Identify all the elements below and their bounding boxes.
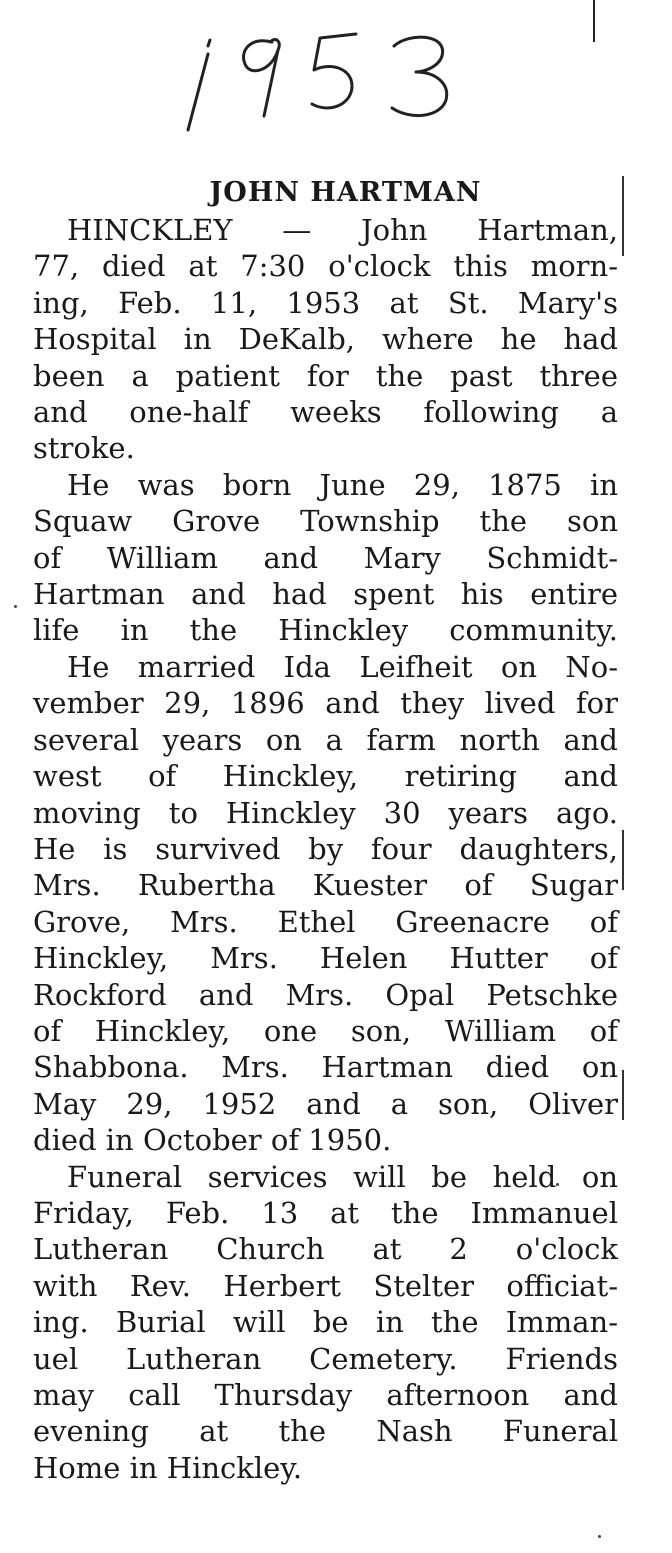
text-line: Lutheran Church at 2 o'clock [33,1232,618,1267]
article-paragraph [33,1159,618,1487]
text-line: life in the Hinckley community. [33,613,618,648]
text-line: May 29, 1952 and a son, Oliver [33,1086,618,1121]
text-line: He is survived by four daughters, [33,831,618,866]
text-line: Mrs. Rubertha Kuester of Sugar [33,868,618,903]
print-speck [14,605,17,608]
print-speck [598,1535,601,1538]
text-line: been a patient for the past three [33,358,618,393]
article-paragraph [33,467,618,649]
article-headline: JOHN HARTMAN [209,177,482,208]
text-line: Shabbona. Mrs. Hartman died on [33,1050,618,1085]
text-line: Squaw Grove Township the son [33,504,618,539]
text-line: ing, Feb. 11, 1953 at St. Mary's [33,285,618,320]
handwritten-year-drawing [180,12,480,142]
text-line: moving to Hinckley 30 years ago. [33,795,618,830]
text-line: stroke. [33,431,135,466]
text-line: vember 29, 1896 and they lived for [33,686,618,721]
text-line: He married Ida Leifheit on No- [67,649,618,684]
text-line: Friday, Feb. 13 at the Immanuel [33,1195,618,1230]
text-line: Grove, Mrs. Ethel Greenacre of [33,904,618,939]
text-line: of Hinckley, one son, William of [33,1013,618,1048]
text-line: with Rev. Herbert Stelter officiat- [33,1268,618,1303]
column-rule [622,830,624,890]
text-line: Home in Hinckley. [33,1450,303,1485]
text-line: several years on a farm north and [33,722,618,757]
text-line: uel Lutheran Cemetery. Friends [33,1341,618,1376]
handwritten-year-annotation [180,12,480,142]
column-rule [622,176,624,256]
text-line: 77, died at 7:30 o'clock this morn- [33,249,618,284]
article-paragraph [33,649,618,1159]
text-line: Hartman and had spent his entire [33,577,618,612]
text-line: Hospital in DeKalb, where he had [33,322,618,357]
text-line: west of Hinckley, retiring and [33,759,618,794]
text-line: evening at the Nash Funeral [33,1414,618,1449]
article-paragraph [33,212,618,467]
column-rule [622,1070,624,1120]
text-line: died in October of 1950. [33,1123,392,1158]
text-line: Funeral services will be held on [67,1159,618,1194]
obituary-column [33,176,618,1486]
text-line: and one-half weeks following a [33,395,618,430]
text-line: Rockford and Mrs. Opal Petschke [33,977,618,1012]
text-line: HINCKLEY — John Hartman, [67,213,618,247]
text-line: of William and Mary Schmidt- [33,540,618,575]
clipping-edge-mark [592,0,596,42]
text-line: may call Thursday afternoon and [33,1378,618,1412]
text-line: ing. Burial will be in the Imman- [33,1305,618,1340]
text-line: Hinckley, Mrs. Helen Hutter of [33,941,618,976]
text-line: He was born June 29, 1875 in [67,467,618,502]
